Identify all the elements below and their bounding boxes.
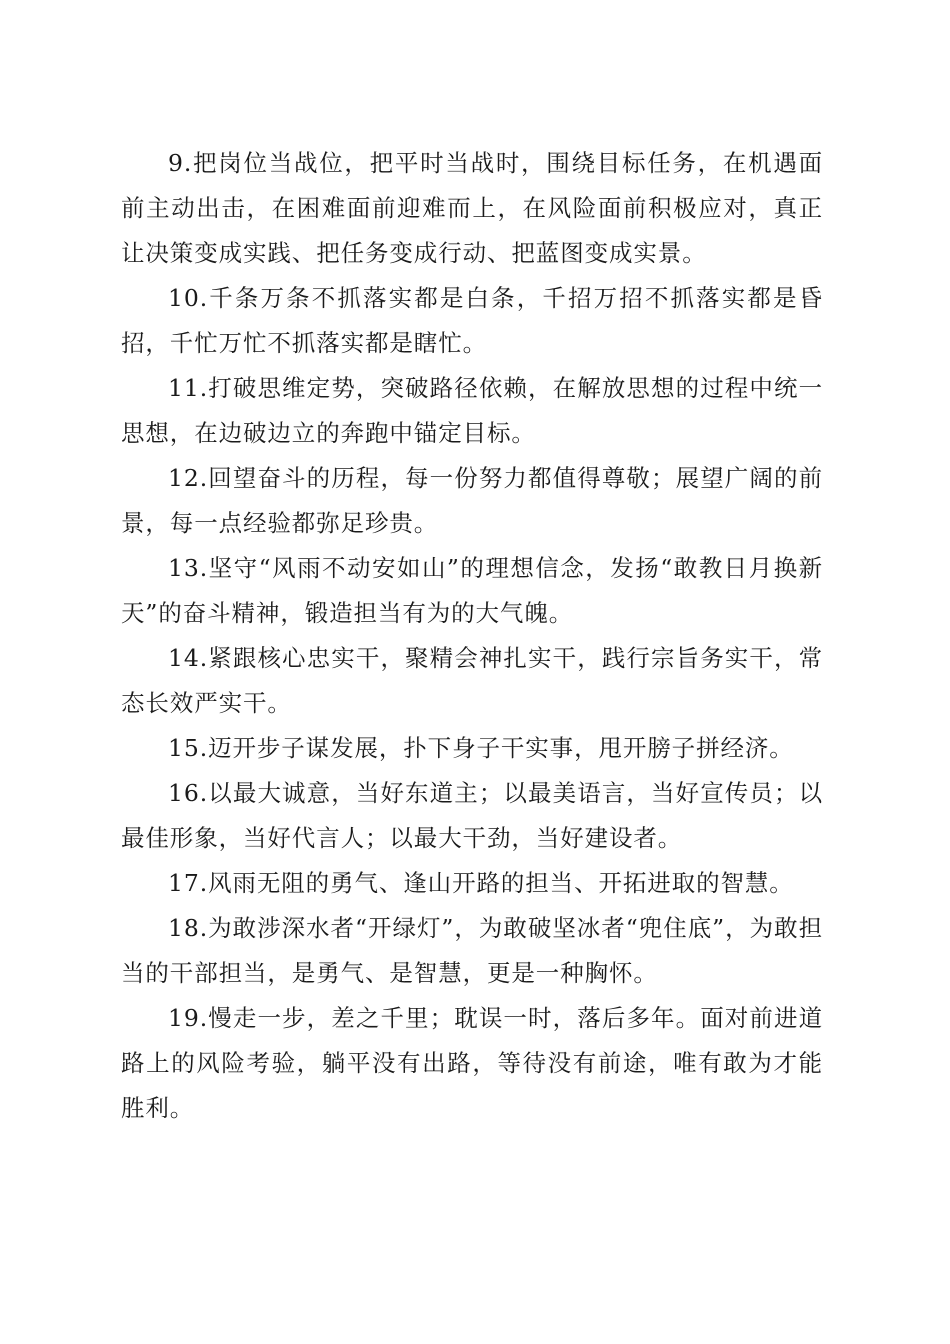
paragraph-10: 10.千条万条不抓落实都是白条，千招万招不抓落实都是昏招，千忙万忙不抓落实都是瞎忙。 bbox=[121, 284, 823, 357]
paragraph-11: 11.打破思维定势，突破路径依赖，在解放思想的过程中统一思想，在边破边立的奔跑中锚定目标。 bbox=[121, 374, 823, 447]
paragraph-17: 17.风雨无阻的勇气、逢山开路的担当、开拓进取的智慧。 bbox=[168, 869, 794, 897]
paragraph-18: 18.为敢涉深水者“开绿灯”，为敢破坚冰者“兜住底”，为敢担当的干部担当，是勇气、是智慧，更是一种胸怀。 bbox=[121, 914, 823, 987]
document-body bbox=[121, 141, 823, 1131]
paragraph-12: 12.回望奋斗的历程，每一份努力都值得尊敬；展望广阔的前景，每一点经验都弥足珍贵。 bbox=[121, 464, 823, 537]
paragraph-14: 14.紧跟核心忠实干，聚精会神扎实干，践行宗旨务实干，常态长效严实干。 bbox=[121, 644, 823, 717]
paragraph-15: 15.迈开步子谋发展，扑下身子干实事，甩开膀子拼经济。 bbox=[168, 734, 794, 762]
paragraph-19: 19.慢走一步，差之千里；耽误一时，落后多年。面对前进道路上的风险考验，躺平没有出路，等待没有前途，唯有敢为才能胜利。 bbox=[121, 1004, 823, 1122]
paragraph-9: 9.把岗位当战位，把平时当战时，围绕目标任务，在机遇面前主动出击，在困难面前迎难而上，在风险面前积极应对，真正让决策变成实践、把任务变成行动、把蓝图变成实景。 bbox=[121, 149, 823, 267]
paragraph-16: 16.以最大诚意，当好东道主；以最美语言，当好宣传员；以最佳形象，当好代言人；以最大干劲，当好建设者。 bbox=[121, 779, 823, 852]
paragraph-13: 13.坚守“风雨不动安如山”的理想信念，发扬“敢教日月换新天”的奋斗精神，锻造担当有为的大气魄。 bbox=[121, 554, 823, 627]
